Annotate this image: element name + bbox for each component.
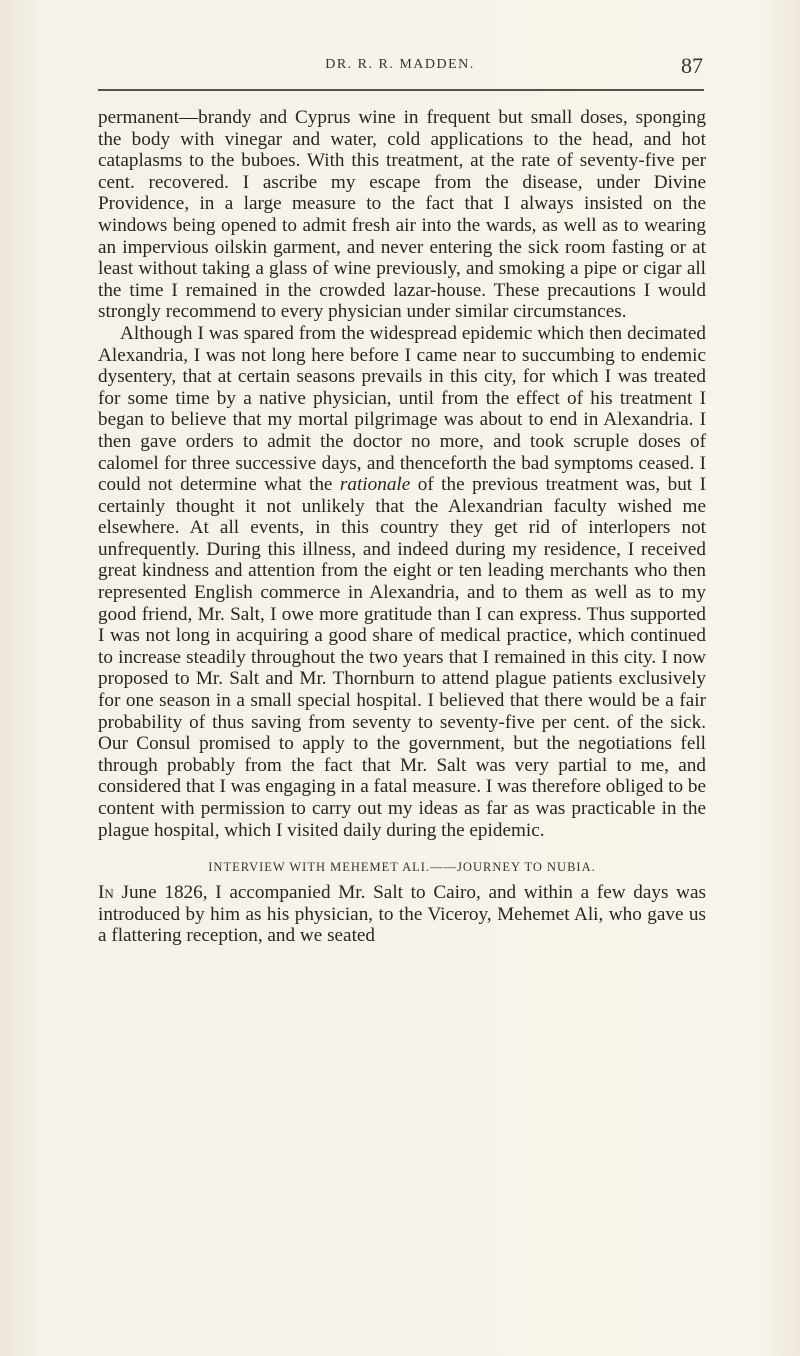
paragraph-3 [98, 882, 706, 947]
paragraph-3-text: June 1826, I accompanied Mr. Salt to Cairo, and within a few days was introduced by him as his physician, to the Viceroy, Mehemet Ali, who gave us a flattering reception, and we seated [98, 882, 706, 947]
paragraph-1: permanent—brandy and Cyprus wine in frequent but small doses, sponging the body with vinegar and water, cold applications to the head, and hot cataplasms to the buboes. With this treatment, at the rate of seventy-five per cent. recovered. I ascribe my escape from the disease, under Divine Providence, in a large measure to the fact that I always insisted on the windows being opened to admit fresh air into the wards, as well as to wearing an impervious oilskin garment, and never entering the sick room fasting or at least without taking a glass of wine previously, and smoking a pipe or cigar all the time I remained in the crowded lazar-house. These precautions I would strongly recommend to every physician under similar circumstances. [98, 107, 706, 323]
running-head [0, 53, 800, 81]
section-heading: INTERVIEW WITH MEHEMET ALI.——JOURNEY TO NUBIA. [208, 860, 596, 875]
body-text [98, 107, 706, 947]
paragraph-2-italic: rationale [339, 474, 411, 496]
paragraph-2-part-2: of the previous treatment was, but I certainly thought it not unlikely that the Alexandrian faculty wished me elsewhere. At all events, in this country they get rid of interlopers not unfrequently. During this illness, and indeed during my residence, I received great kindness and attention from the eight or ten leading merchants who then represented English commerce in Alexandria, and to them as well as to my good friend, Mr. Salt, I owe more gratitude than I can express. Thus supported I was not long in acquiring a good share of medical practice, which continued to increase steadily throughout the two years that I remained in this city. I now proposed to Mr. Salt and Mr. Thornburn to attend plague patients exclusively for one season in a small special hospital. I believed that there would be a fair probability of thus saving from seventy to seventy-five per cent. of the sick. Our Consul promised to apply to the government, but the negotiations fell through probably from the fact that Mr. Salt was very partial to me, and considered that I was engaging in a fatal measure. I was therefore obliged to be content with permission to carry out my ideas as far as was practicable in the plague hospital, which I visited daily during the epidemic. [98, 474, 706, 841]
paragraph-2 [98, 323, 706, 841]
running-title: DR. R. R. MADDEN. [325, 57, 475, 72]
paragraph-3-lead: In [98, 882, 114, 904]
paragraph-2-part-1: Although I was spared from the widespread epidemic which then decimated Alexandria, I was not long here before I came near to succumbing to endemic dysentery, that at certain seasons prevails in this city, for which I was treated for some time by a native physician, until from the effect of his treatment I began to believe that my mortal pilgrimage was about to end in Alexandria. I then gave orders to admit the doctor no more, and took scruple doses of calomel for three successive days, and thenceforth the bad symptoms ceased. I could not determine what the [98, 322, 706, 496]
header-rule [98, 89, 704, 91]
page-number: 87 [681, 53, 703, 78]
